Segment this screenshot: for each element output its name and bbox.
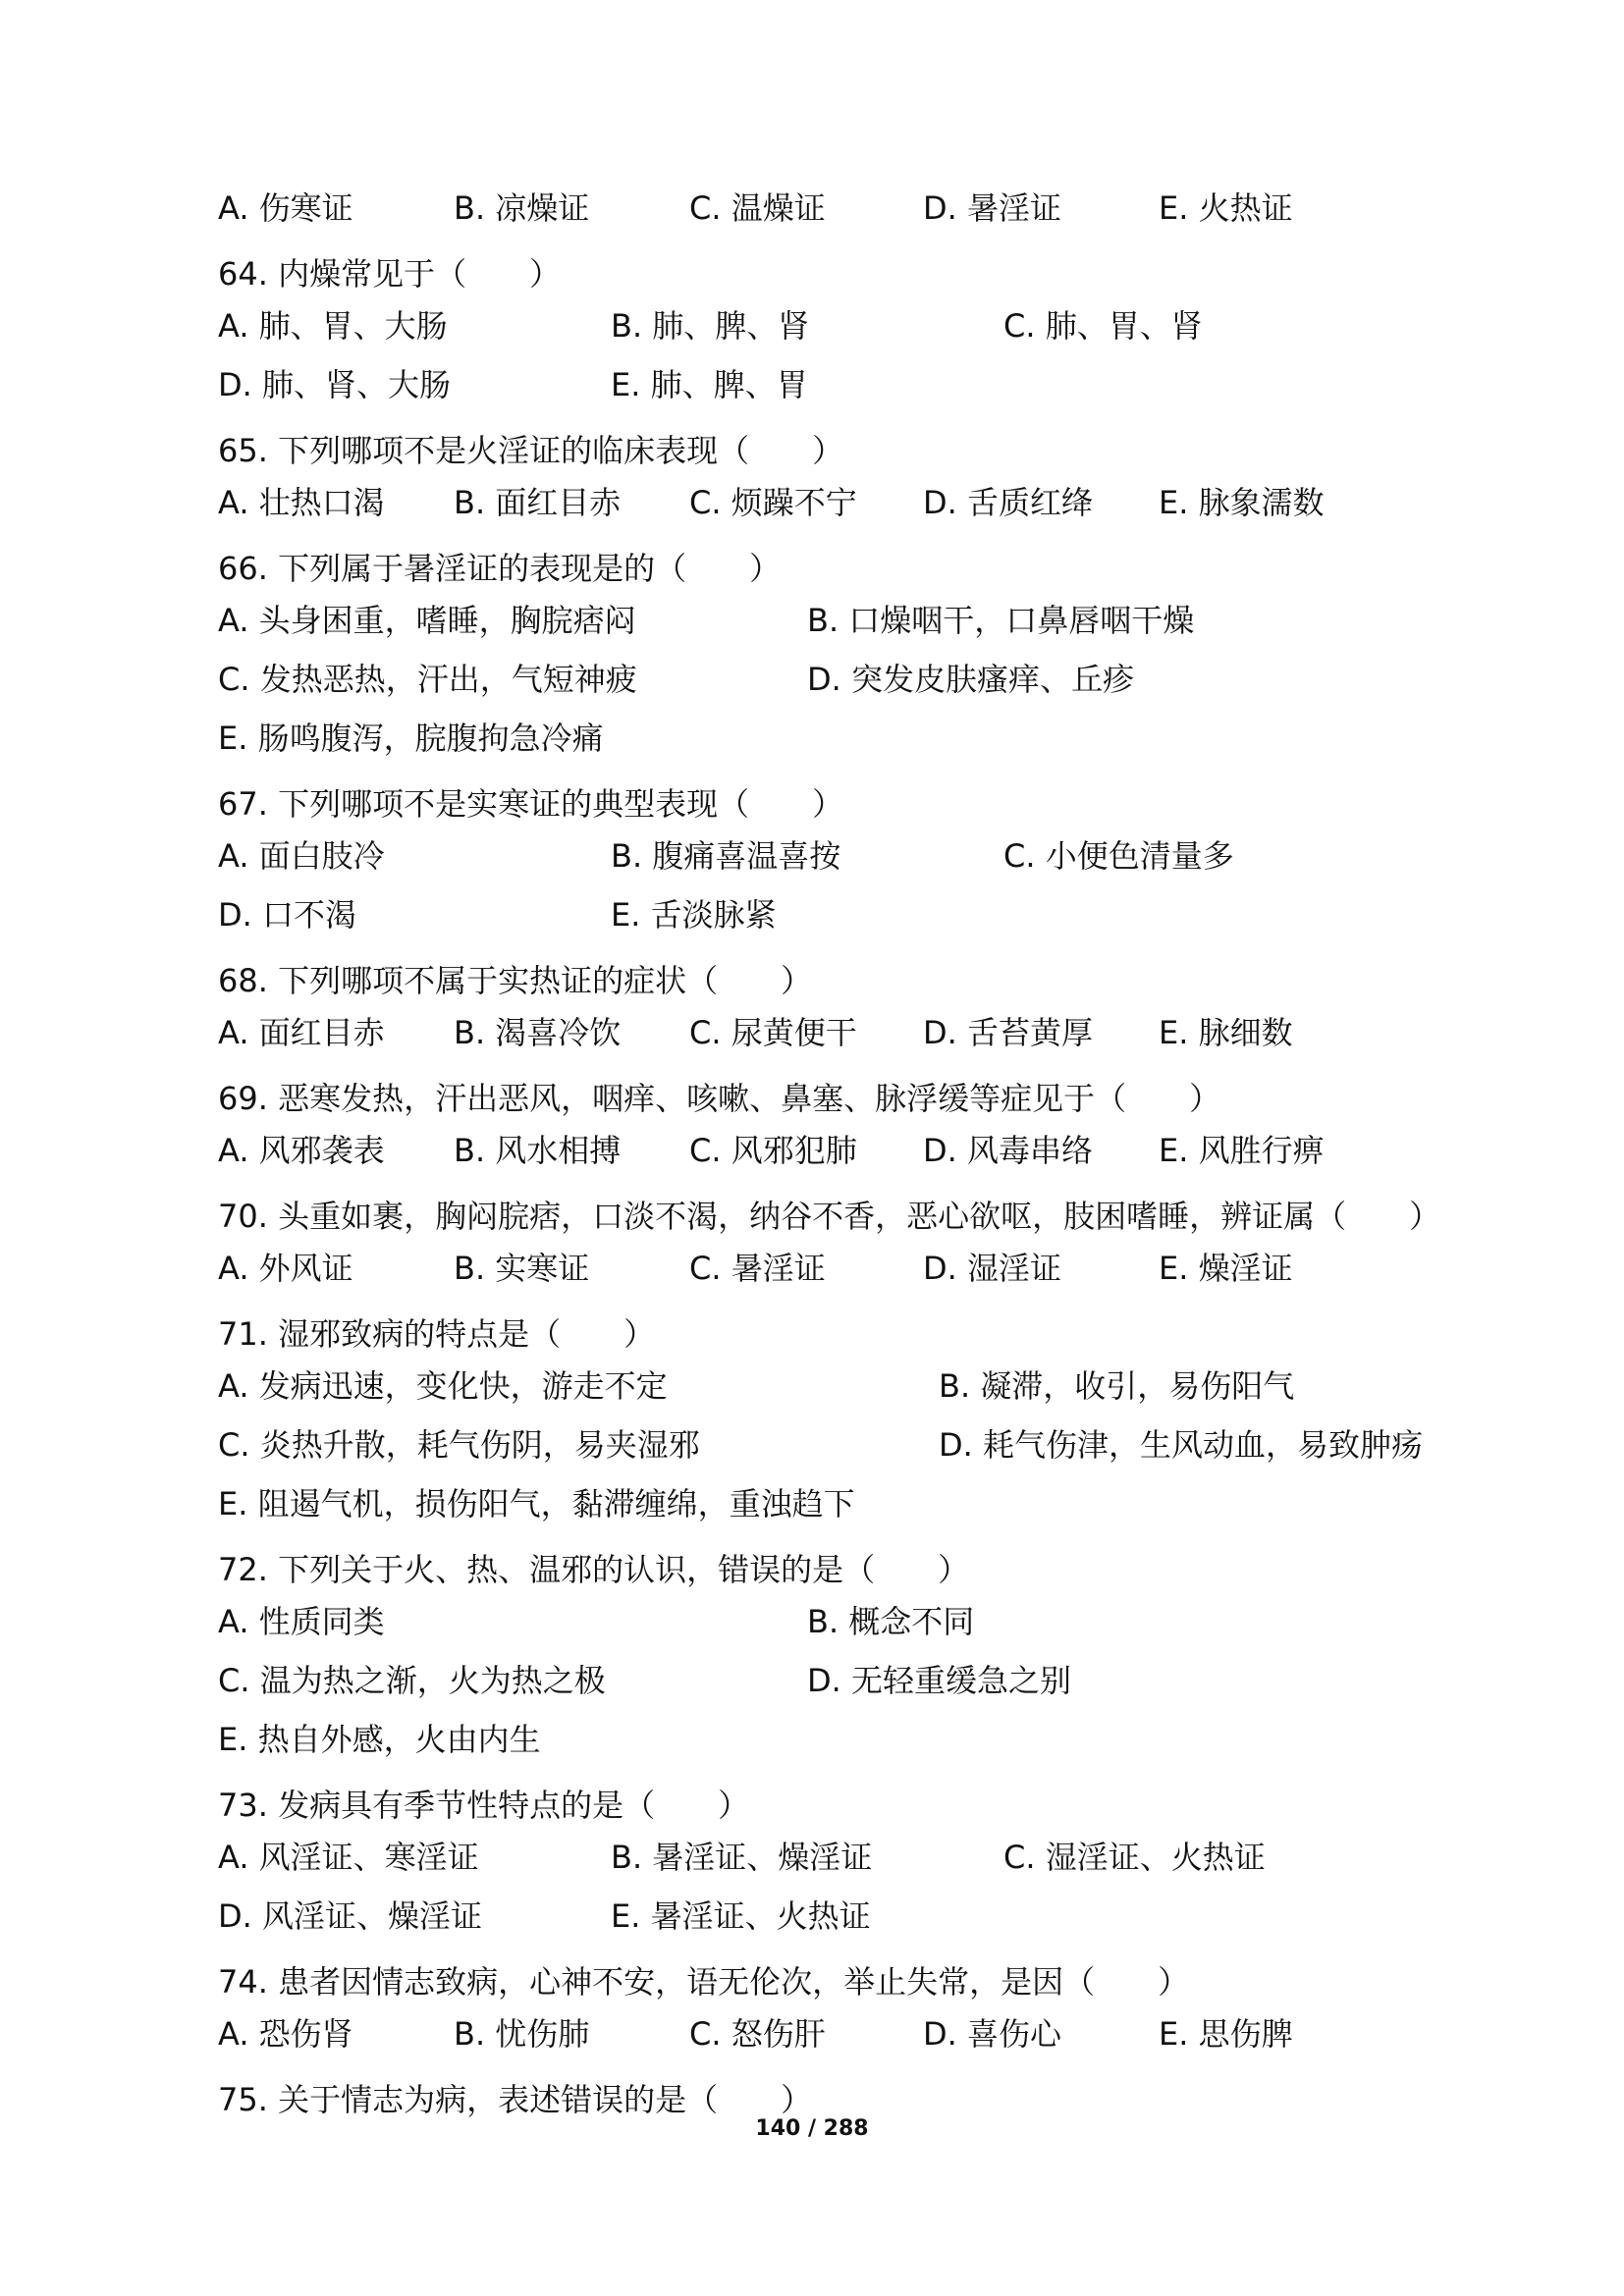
option-b: B. 口燥咽干，口鼻唇咽干燥 bbox=[807, 602, 1195, 639]
option-b: B. 风水相搏 bbox=[454, 1132, 622, 1169]
option-c: C. 温为热之渐，火为热之极 bbox=[218, 1662, 606, 1699]
question-69 bbox=[218, 1076, 1455, 1180]
options-row bbox=[218, 1828, 1455, 1887]
options-row bbox=[218, 473, 1455, 532]
question-68 bbox=[218, 958, 1455, 1062]
option-e: E. 思伤脾 bbox=[1159, 2015, 1293, 2053]
question-stem: 66. 下列属于暑淫证的表现是的（ ） bbox=[218, 550, 782, 587]
option-b: B. 暑淫证、燥淫证 bbox=[611, 1839, 873, 1876]
option-b: B. 凝滞，收引，易伤阳气 bbox=[939, 1367, 1295, 1405]
question-64 bbox=[218, 251, 1455, 414]
question-stem: 68. 下列哪项不属于实热证的症状（ ） bbox=[218, 962, 813, 999]
options-row bbox=[218, 1592, 1455, 1651]
question-66 bbox=[218, 546, 1455, 768]
option-e: E. 火热证 bbox=[1159, 189, 1293, 227]
option-d: D. 耗气伤津，生风动血，易致肿疡 bbox=[939, 1426, 1423, 1464]
option-b: B. 忧伤肺 bbox=[454, 2015, 590, 2053]
option-c: C. 小便色清量多 bbox=[1003, 837, 1234, 875]
question-70 bbox=[218, 1194, 1455, 1298]
option-a: A. 恐伤肾 bbox=[218, 2015, 353, 2053]
options-row bbox=[218, 1121, 1455, 1180]
options-row bbox=[218, 885, 1455, 944]
question-72 bbox=[218, 1547, 1455, 1769]
options-row bbox=[218, 1239, 1455, 1298]
question-stem: 65. 下列哪项不是火淫证的临床表现（ ） bbox=[218, 432, 844, 469]
option-a: A. 面红目赤 bbox=[218, 1014, 385, 1051]
option-b: B. 面红目赤 bbox=[454, 484, 622, 521]
option-e: E. 脉细数 bbox=[1159, 1014, 1293, 1051]
option-c: C. 发热恶热，汗出，气短神疲 bbox=[218, 661, 637, 698]
question-71 bbox=[218, 1311, 1455, 1533]
question-stem: 67. 下列哪项不是实寒证的典型表现（ ） bbox=[218, 785, 844, 823]
options-row bbox=[218, 1887, 1455, 1946]
option-e: E. 风胜行痹 bbox=[1159, 1132, 1325, 1169]
option-a: A. 外风证 bbox=[218, 1250, 353, 1287]
question-stem: 71. 湿邪致病的特点是（ ） bbox=[218, 1315, 656, 1353]
option-e: E. 热自外感，火由内生 bbox=[218, 1721, 541, 1758]
option-c: C. 怒伤肝 bbox=[689, 2015, 826, 2053]
option-d: D. 口不渴 bbox=[218, 896, 356, 934]
option-b: B. 概念不同 bbox=[807, 1603, 975, 1640]
option-c: C. 风邪犯肺 bbox=[689, 1132, 857, 1169]
question-stem: 75. 关于情志为病，表述错误的是（ ） bbox=[218, 2081, 813, 2118]
question-73 bbox=[218, 1783, 1455, 1946]
option-d: D. 肺、肾、大肠 bbox=[218, 366, 451, 403]
question-stem: 73. 发病具有季节性特点的是（ ） bbox=[218, 1787, 750, 1824]
options-row bbox=[218, 591, 1455, 650]
option-e: E. 暑淫证、火热证 bbox=[611, 1897, 871, 1935]
question-list bbox=[218, 179, 1455, 2122]
option-a: A. 发病迅速，变化快，游走不定 bbox=[218, 1367, 668, 1405]
option-a: A. 面白肢冷 bbox=[218, 837, 385, 875]
question-stem: 64. 内燥常见于（ ） bbox=[218, 255, 562, 293]
option-d: D. 喜伤心 bbox=[923, 2015, 1061, 2053]
option-e: E. 肺、脾、胃 bbox=[611, 366, 808, 403]
option-a: A. 风邪袭表 bbox=[218, 1132, 385, 1169]
option-b: B. 凉燥证 bbox=[454, 189, 590, 227]
options-row bbox=[218, 1651, 1455, 1710]
question-67 bbox=[218, 781, 1455, 944]
options-row bbox=[218, 2004, 1455, 2063]
option-a: A. 风淫证、寒淫证 bbox=[218, 1839, 479, 1876]
options-row bbox=[218, 1357, 1455, 1415]
options-row bbox=[218, 1474, 1455, 1533]
option-c: C. 湿淫证、火热证 bbox=[1003, 1839, 1266, 1876]
option-a: A. 性质同类 bbox=[218, 1603, 385, 1640]
page-number: 140 / 288 bbox=[755, 2116, 869, 2141]
option-c: C. 暑淫证 bbox=[689, 1250, 826, 1287]
option-d: D. 舌苔黄厚 bbox=[923, 1014, 1093, 1051]
option-e: E. 燥淫证 bbox=[1159, 1250, 1293, 1287]
option-e: E. 脉象濡数 bbox=[1159, 484, 1325, 521]
option-c: C. 尿黄便干 bbox=[689, 1014, 857, 1051]
option-d: D. 突发皮肤瘙痒、丘疹 bbox=[807, 661, 1134, 698]
option-e: E. 肠鸣腹泻，脘腹拘急冷痛 bbox=[218, 720, 604, 757]
option-c: C. 烦躁不宁 bbox=[689, 484, 857, 521]
option-a: A. 伤寒证 bbox=[218, 189, 353, 227]
options-row bbox=[218, 1415, 1455, 1474]
option-d: D. 无轻重缓急之别 bbox=[807, 1662, 1071, 1699]
question-stem: 70. 头重如裹，胸闷脘痞，口淡不渴，纳谷不香，恶心欲呕，肢困嗜睡，辨证属（ ） bbox=[218, 1198, 1441, 1235]
question-65 bbox=[218, 428, 1455, 532]
question-stem: 69. 恶寒发热，汗出恶风，咽痒、咳嗽、鼻塞、脉浮缓等症见于（ ） bbox=[218, 1080, 1221, 1117]
options-row bbox=[218, 1003, 1455, 1062]
options-row bbox=[218, 650, 1455, 709]
option-d: D. 舌质红绛 bbox=[923, 484, 1093, 521]
option-e: E. 阻遏气机，损伤阳气，黏滞缠绵，重浊趋下 bbox=[218, 1485, 855, 1522]
options-row bbox=[218, 296, 1455, 355]
options-row bbox=[218, 1710, 1455, 1769]
option-d: D. 风毒串络 bbox=[923, 1132, 1093, 1169]
options-row bbox=[218, 355, 1455, 414]
option-b: B. 肺、脾、肾 bbox=[611, 307, 810, 345]
option-b: B. 腹痛喜温喜按 bbox=[611, 837, 841, 875]
option-c: C. 肺、胃、肾 bbox=[1003, 307, 1203, 345]
options-row bbox=[218, 709, 1455, 768]
question-stem: 74. 患者因情志致病，心神不安，语无伦次，举止失常，是因（ ） bbox=[218, 1963, 1190, 2001]
option-b: B. 实寒证 bbox=[454, 1250, 590, 1287]
previous-question-options bbox=[218, 179, 1455, 238]
option-a: A. 头身困重，嗜睡，胸脘痞闷 bbox=[218, 602, 636, 639]
option-e: E. 舌淡脉紧 bbox=[611, 896, 777, 934]
option-d: D. 暑淫证 bbox=[923, 189, 1061, 227]
option-a: A. 肺、胃、大肠 bbox=[218, 307, 448, 345]
question-74 bbox=[218, 1959, 1455, 2063]
option-c: C. 温燥证 bbox=[689, 189, 826, 227]
option-a: A. 壮热口渴 bbox=[218, 484, 385, 521]
options-row bbox=[218, 827, 1455, 885]
option-d: D. 湿淫证 bbox=[923, 1250, 1061, 1287]
question-stem: 72. 下列关于火、热、温邪的认识，错误的是（ ） bbox=[218, 1551, 970, 1588]
option-b: B. 渴喜冷饮 bbox=[454, 1014, 622, 1051]
options-row bbox=[218, 179, 1455, 238]
option-d: D. 风淫证、燥淫证 bbox=[218, 1897, 482, 1935]
option-c: C. 炎热升散，耗气伤阴，易夹湿邪 bbox=[218, 1426, 700, 1464]
